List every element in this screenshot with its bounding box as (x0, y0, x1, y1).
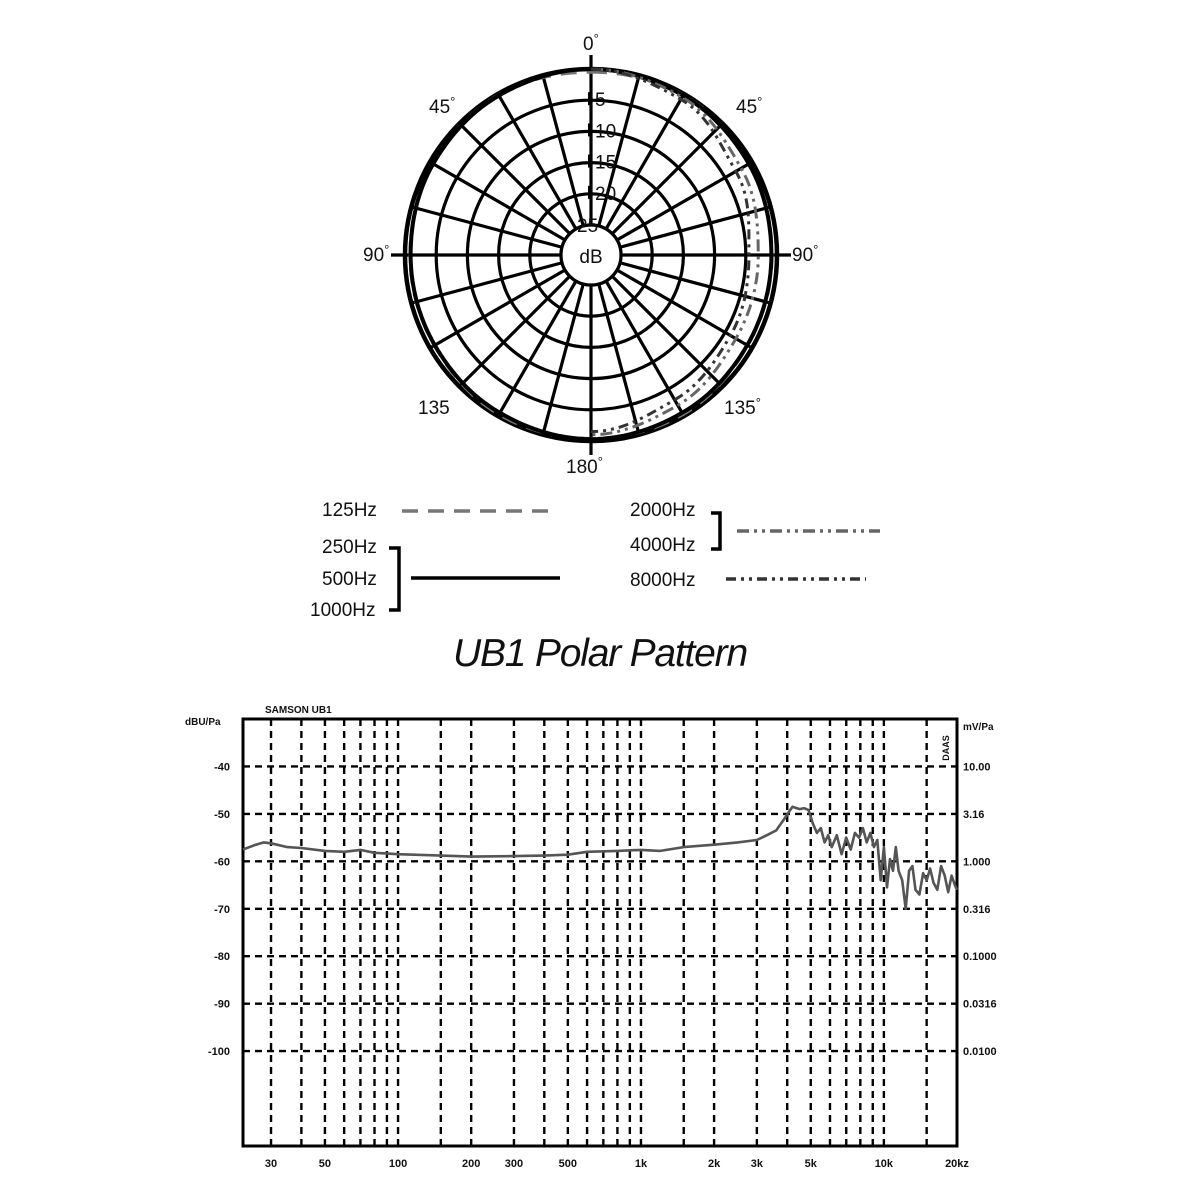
legend-label-8000hz: 8000Hz (630, 570, 696, 591)
x-tick-label: 2k (707, 1158, 721, 1170)
x-tick-label: 300 (504, 1158, 524, 1170)
legend-bracket (711, 513, 720, 549)
y-tick-label: -50 (214, 808, 230, 821)
right-tick-label: 10.00 (963, 761, 991, 774)
angle-label: 90° (363, 242, 390, 266)
ring-label: 15 (595, 152, 617, 174)
x-tick-label: 500 (558, 1158, 578, 1170)
right-tick-label: 0.1000 (963, 951, 997, 964)
y-tick-label: -90 (214, 998, 230, 1011)
angle-label: 135 (418, 398, 450, 419)
angle-label: 45° (429, 94, 456, 118)
ring-tick (588, 123, 592, 136)
legend-label-4000hz: 4000Hz (630, 535, 696, 556)
polar-spoke (612, 276, 722, 386)
polar-spoke (612, 123, 722, 233)
x-tick-label: 100 (388, 1158, 408, 1170)
legend-label-2000hz: 2000Hz (630, 500, 696, 521)
ring-tick (588, 92, 592, 105)
ring-tick (588, 155, 592, 168)
legend-bracket (389, 548, 399, 610)
x-tick-label: 5k (804, 1158, 817, 1170)
x-tick-label: 3k (750, 1158, 763, 1170)
right-tick-label: 3.16 (963, 808, 985, 821)
y-tick-label: -80 (214, 951, 230, 964)
ring-label: 10 (595, 121, 617, 143)
y-tick-label: -100 (207, 1046, 230, 1059)
legend-label-250hz: 250Hz (322, 537, 377, 558)
right-tick-label: 1.000 (963, 856, 991, 869)
polar-pattern-title: UB1 Polar Pattern (453, 632, 747, 675)
x-tick-label: 30 (264, 1158, 278, 1170)
daas-label: DAAS (941, 735, 951, 761)
right-tick-label: 0.316 (963, 903, 991, 916)
legend-label-1000hz: 1000Hz (310, 600, 376, 621)
x-tick-label: 200 (461, 1158, 481, 1170)
polar-spoke (459, 123, 569, 233)
angle-label: 180° (566, 454, 603, 478)
right-tick-label: 0.0100 (963, 1046, 997, 1059)
angle-label: 135° (724, 395, 761, 419)
angle-label: 90° (792, 242, 819, 266)
angle-label: 0° (583, 31, 599, 55)
y-tick-label: -70 (214, 903, 230, 916)
ring-label: 20 (595, 183, 617, 205)
legend-label-500hz: 500Hz (322, 569, 377, 590)
right-tick-label: 0.0316 (963, 998, 997, 1011)
legend-label-125hz: 125Hz (322, 500, 377, 521)
left-axis-label: dBU/Pa (185, 717, 221, 728)
polar-spoke (459, 276, 569, 386)
ring-label: 5 (595, 90, 606, 112)
y-tick-label: -60 (214, 856, 230, 869)
y-tick-label: -40 (214, 761, 230, 774)
chart-title: SAMSON UB1 (265, 705, 332, 716)
ring-label: 25 (577, 216, 599, 237)
polar-center-label: dB (579, 247, 603, 268)
plot-frame (243, 719, 957, 1146)
right-axis-label: mV/Pa (963, 722, 994, 733)
response-curve (243, 807, 957, 909)
ring-tick (588, 186, 592, 199)
x-tick-label: 20kz (945, 1158, 969, 1170)
angle-label: 45° (736, 94, 763, 118)
x-tick-label: 1k (634, 1158, 648, 1170)
x-tick-label: 10k (874, 1158, 894, 1170)
x-tick-label: 50 (318, 1158, 332, 1170)
